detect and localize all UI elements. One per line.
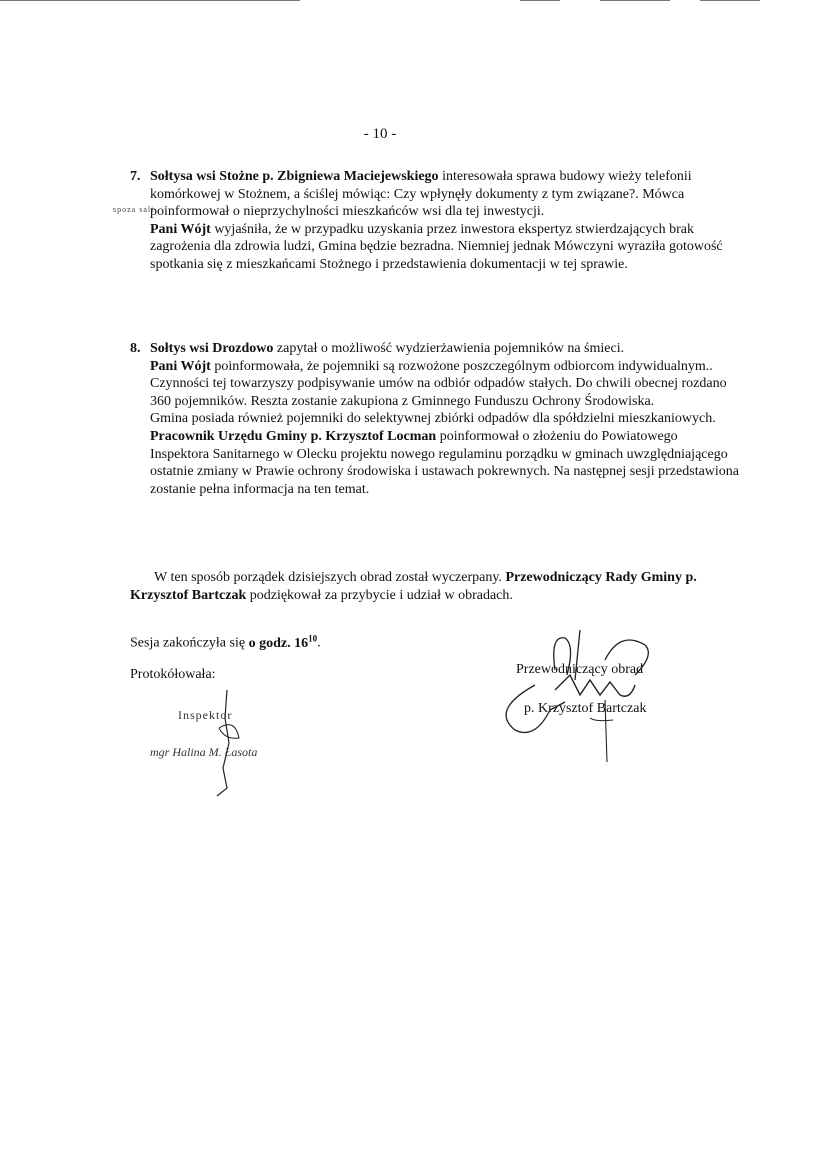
closing-paragraph bbox=[130, 569, 730, 605]
item-number: 7. bbox=[130, 169, 141, 184]
protocol-role: Inspektor bbox=[178, 708, 233, 722]
session-end-time: o godz. $16^{10}$ bbox=[248, 633, 318, 651]
session-end-text: Sesja zakończyła się bbox=[130, 635, 249, 651]
reply-text: wyjaśniła, że w przypadku uzyskania przez inwestora ekspertyz stwierdzających brak zagrożenia dla zdrowia ludzi, Gmina będzie bezradna. Niemniej jednak Mówczyni wyraziła gotowość spotkania się z mieszkańcami Stożnego i przedstawienia dokumentacji w tej sprawie. bbox=[150, 221, 723, 272]
speaker-name: Sołtysa wsi Stożne p. Zbigniewa Maciejewskiego bbox=[150, 169, 439, 184]
chair-name-bold: Przewodniczący Rady Gminy p. Krzysztof Bartczak bbox=[130, 570, 697, 603]
item-reply bbox=[150, 358, 740, 411]
worker-name: Pracownik Urzędu Gminy p. Krzysztof Locman bbox=[150, 428, 437, 444]
item-question bbox=[150, 168, 740, 221]
closing-text-2: podziękował za przybycie i udział w obradach. bbox=[246, 588, 513, 603]
reply-speaker: Pani Wójt bbox=[150, 221, 211, 237]
item-extra: Gmina posiada również pojemniki do selektywnej zbiórki odpadów dla spółdzielni mieszkaniowych. bbox=[150, 411, 716, 427]
chair-role: Przewodniczący obrad bbox=[516, 662, 644, 677]
session-end bbox=[130, 629, 321, 653]
margin-stamp: spoza sali bbox=[113, 205, 155, 214]
reply-text: poinformowała, że pojemniki są rozwożone poszczególnym odbiorcom indywidualnym.. Czynności tej towarzyszy podpisywanie umów na odbiór odpadów stałych. Do chwili obecnej rozdano 360 pojemników. Reszta zostanie zakupiona z Gminnego Funduszu Ochrony Środowiska. bbox=[150, 358, 727, 409]
worker-text: poinformował o złożeniu do Powiatowego Inspektora Sanitarnego w Olecku projektu nowego regulaminu porządku w gminach uwzględniającego ostatnie zmiany w Prawie ochrony środowiska i ustawach pokrewnych. Na następnej sesji przedstawiona zostanie pełna informacja na ten temat. bbox=[150, 428, 740, 497]
protocol-label: Protokółowała: bbox=[130, 667, 216, 682]
agenda-item-8 bbox=[130, 340, 740, 498]
protocol-name: mgr Halina M. Łasota bbox=[150, 745, 258, 759]
scan-top-edge bbox=[0, 0, 827, 2]
item-worker bbox=[150, 428, 740, 498]
question-text: interesowała sprawa budowy wieży telefonii komórkowej w Stożnem, a ściślej mówiąc: Czy wpłynęły dokumenty z tym związane?. Mówca poinformował o nieprzychylności mieszkańców wsi dla tej inwestycji. bbox=[150, 169, 692, 220]
protocol-signature bbox=[205, 688, 265, 798]
item-question bbox=[150, 340, 740, 358]
page-number: - 10 - bbox=[363, 126, 397, 142]
item-reply bbox=[150, 221, 740, 274]
chair-signature bbox=[495, 630, 695, 770]
session-end-tail: . bbox=[317, 635, 321, 651]
chair-name: p. Krzysztof Bartczak bbox=[524, 701, 647, 716]
question-text: zapytał o możliwość wydzierżawienia pojemników na śmieci. bbox=[273, 341, 625, 356]
closing-text-1: W ten sposób porządek dzisiejszych obrad został wyczerpany. bbox=[154, 570, 506, 585]
item-number: 8. bbox=[130, 341, 141, 356]
reply-speaker: Pani Wójt bbox=[150, 358, 211, 374]
speaker-name: Sołtys wsi Drozdowo bbox=[150, 341, 274, 356]
